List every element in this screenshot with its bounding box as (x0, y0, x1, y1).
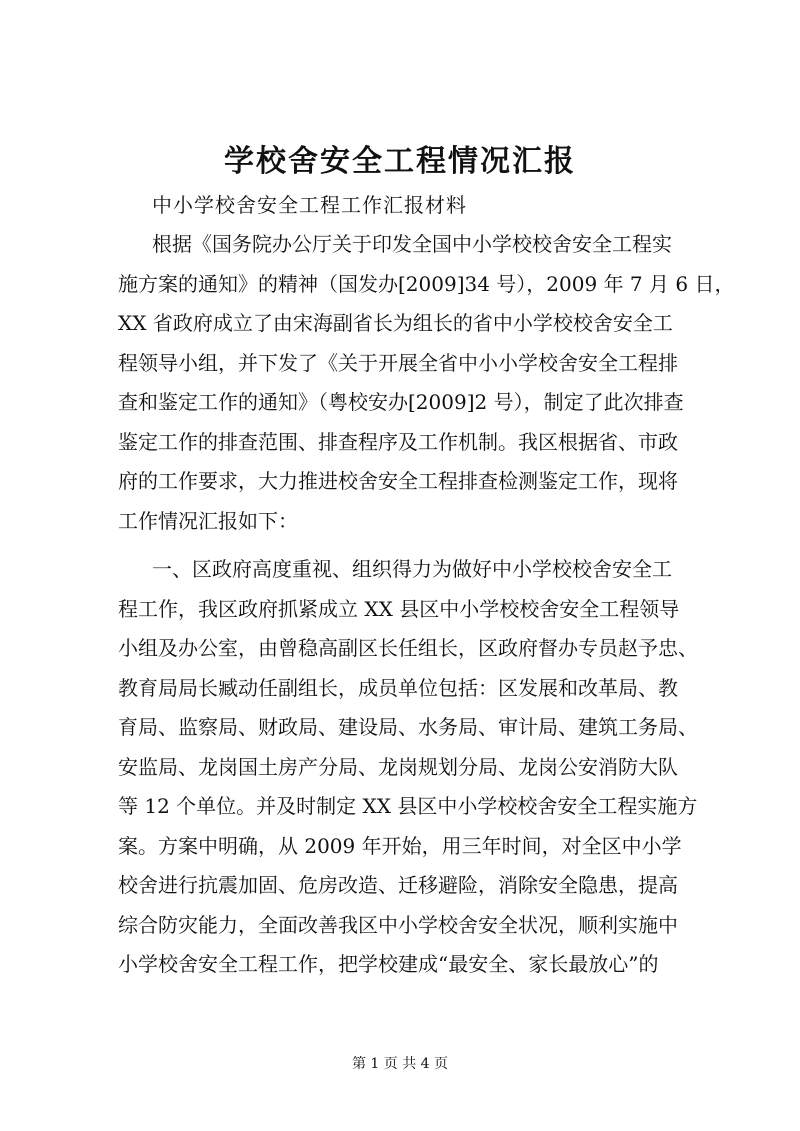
paragraph-line: 等 12 个单位。并及时制定 XX 县区中小学校校舍安全工程实施方 (118, 794, 698, 818)
paragraph-line: 校舍进行抗震加固、危房改造、迁移避险，消除安全隐患，提高 (118, 873, 678, 897)
paragraph-line: 小学校舍安全工程工作，把学校建成“最安全、家长最放心”的 (118, 952, 659, 976)
paragraph-line: 综合防灾能力，全面改善我区中小学校舍安全状况，顺利实施中 (118, 912, 678, 937)
paragraph-line: 案。方案中明确，从 2009 年开始，用三年时间，对全区中小学 (118, 833, 682, 858)
paragraph-line: 查和鉴定工作的通知》（粤校安办[2009]2 号），制定了此次排查 (118, 390, 684, 414)
paragraph-line: 一、区政府高度重视、组织得力为做好中小学校校舍安全工 (152, 557, 672, 581)
paragraph-line: 教育局局长臧动任副组长，成员单位包括：区发展和改革局、教 (118, 675, 678, 700)
paragraph-line: 程工作，我区政府抓紧成立 XX 县区中小学校校舍安全工程领导 (118, 596, 680, 621)
paragraph-line: 工作情况汇报如下： (118, 508, 298, 533)
paragraph-2 (118, 550, 700, 985)
document-title: 学校舍安全工程情况汇报 (224, 144, 576, 179)
paragraph-line: 鉴定工作的排查范围、排查程序及工作机制。我区根据省、市政 (118, 429, 678, 454)
paragraph-line: 根据《国务院办公厅关于印发全国中小学校校舍安全工程实 (152, 232, 672, 256)
paragraph-line: 施方案的通知》的精神（国发办[2009]34 号），2009 年 7 月 6 日， (118, 271, 735, 296)
page-footer: 第 1 页 共 4 页 (351, 1056, 449, 1072)
paragraph-line: 安监局、龙岗国土房产分局、龙岗规划分局、龙岗公安消防大队 (118, 754, 678, 779)
document-subtitle: 中小学校舍安全工程工作汇报材料 (152, 193, 467, 217)
paragraph-line: 程领导小组，并下发了《关于开展全省中小小学校舍安全工程排 (118, 350, 678, 375)
paragraph-1 (118, 225, 735, 541)
paragraph-line: 小组及办公室，由曾稳高副区长任组长，区政府督办专员赵予忠、 (118, 636, 698, 660)
paragraph-line: 育局、监察局、财政局、建设局、水务局、审计局、建筑工务局、 (118, 715, 698, 739)
paragraph-line: 府的工作要求，大力推进校舍安全工程排查检测鉴定工作，现将 (118, 469, 678, 493)
paragraph-line: XX 省政府成立了由宋海副省长为组长的省中小学校校舍安全工 (118, 311, 673, 335)
